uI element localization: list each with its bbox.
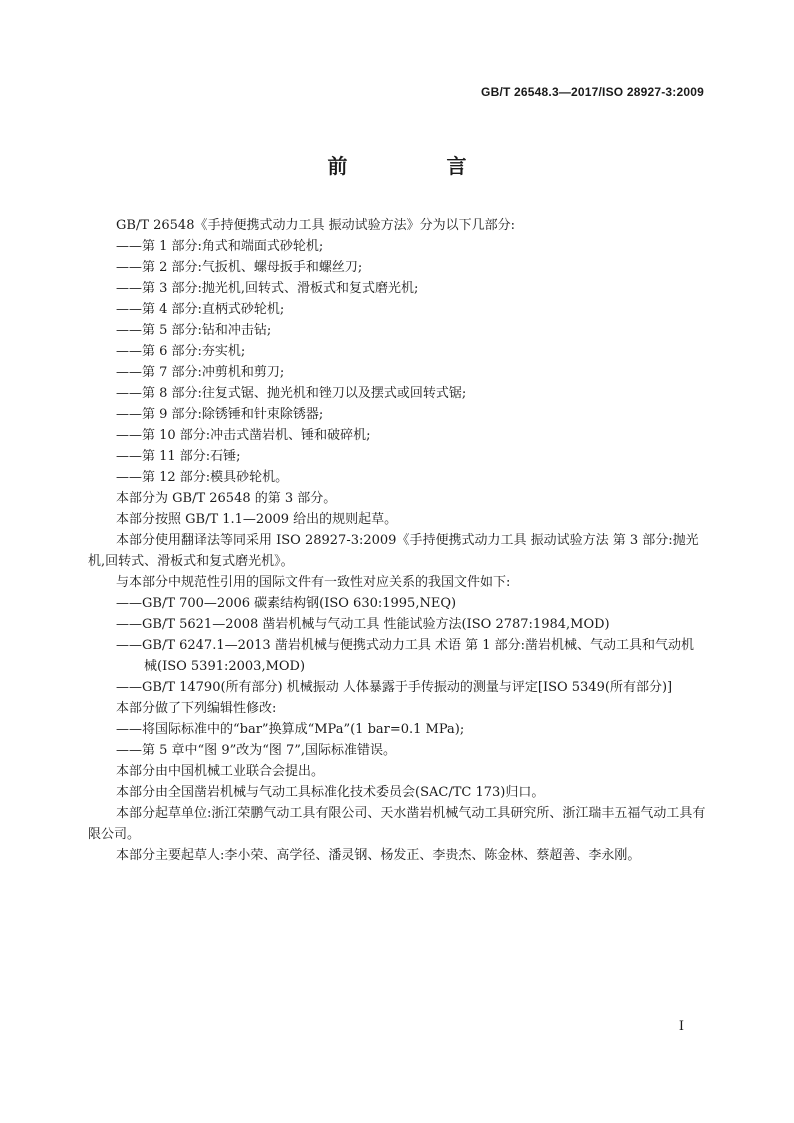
page-title: 前 言 bbox=[327, 154, 513, 178]
paragraph: 本部分为 GB/T 26548 的第 3 部分。 bbox=[116, 491, 337, 506]
list-item: ——第 8 部分:往复式锯、抛光机和锉刀以及摆式或回转式锯; bbox=[116, 386, 467, 401]
list-item: ——第 12 部分:模具砂轮机。 bbox=[116, 470, 289, 485]
paragraph: 本部分主要起草人:李小荣、高学径、潘灵钢、杨发正、李贵杰、陈金林、蔡超善、李永刚。 bbox=[116, 848, 641, 863]
reference-item: ——GB/T 5621—2008 凿岩机械与气动工具 性能试验方法(ISO 2787:1984,MOD) bbox=[116, 617, 610, 632]
list-item: ——第 7 部分:冲剪机和剪刀; bbox=[116, 365, 285, 380]
list-item: ——第 10 部分:冲击式凿岩机、锤和破碎机; bbox=[116, 428, 371, 443]
list-item: ——第 2 部分:气扳机、螺母扳手和螺丝刀; bbox=[116, 260, 363, 275]
list-item: ——第 1 部分:角式和端面式砂轮机; bbox=[116, 239, 324, 254]
standard-number: GB/T 26548.3—2017/ISO 28927-3:2009 bbox=[481, 85, 704, 99]
paragraph: 本部分起草单位:浙江荣鹏气动工具有限公司、天水凿岩机械气动工具研究所、浙江瑞丰五福气动工具有限公司。 bbox=[88, 806, 706, 842]
intro-paragraph: GB/T 26548《手持便携式动力工具 振动试验方法》分为以下几部分: bbox=[116, 218, 515, 233]
list-item: ——第 9 部分:除锈锤和针束除锈器; bbox=[116, 407, 324, 422]
paragraph: 本部分由中国机械工业联合会提出。 bbox=[116, 764, 325, 779]
paragraph: 本部分由全国凿岩机械与气动工具标准化技术委员会(SAC/TC 173)归口。 bbox=[116, 785, 545, 800]
list-item: ——第 4 部分:直柄式砂轮机; bbox=[116, 302, 285, 317]
list-item: ——第 6 部分:夯实机; bbox=[116, 344, 246, 359]
paragraph: 本部分做了下列编辑性修改: bbox=[116, 701, 277, 716]
reference-item: ——GB/T 700—2006 碳素结构钢(ISO 630:1995,NEQ) bbox=[116, 596, 457, 611]
edit-item: ——将国际标准中的“bar”换算成“MPa”(1 bar=0.1 MPa); bbox=[116, 722, 465, 737]
document-body bbox=[88, 215, 706, 866]
edit-item: ——第 5 章中“图 9”改为“图 7”,国际标准错误。 bbox=[116, 743, 397, 758]
reference-item: ——GB/T 6247.1—2013 凿岩机械与便携式动力工具 术语 第 1 部分:凿岩机械、气动工具和气动机械(ISO 5391:2003,MOD) bbox=[116, 638, 695, 674]
reference-item: ——GB/T 14790(所有部分) 机械振动 人体暴露于手传振动的测量与评定[ISO 5349(所有部分)] bbox=[116, 680, 673, 695]
paragraph: 本部分使用翻译法等同采用 ISO 28927-3:2009《手持便携式动力工具 振动试验方法 第 3 部分:抛光机,回转式、滑板式和复式磨光机》。 bbox=[88, 533, 699, 569]
list-item: ——第 3 部分:抛光机,回转式、滑板式和复式磨光机; bbox=[116, 281, 419, 296]
page-number: I bbox=[678, 1019, 684, 1034]
list-item: ——第 11 部分:石锤; bbox=[116, 449, 241, 464]
paragraph: 本部分按照 GB/T 1.1—2009 给出的规则起草。 bbox=[116, 512, 398, 527]
list-item: ——第 5 部分:钻和冲击钻; bbox=[116, 323, 272, 338]
paragraph: 与本部分中规范性引用的国际文件有一致性对应关系的我国文件如下: bbox=[116, 575, 511, 590]
